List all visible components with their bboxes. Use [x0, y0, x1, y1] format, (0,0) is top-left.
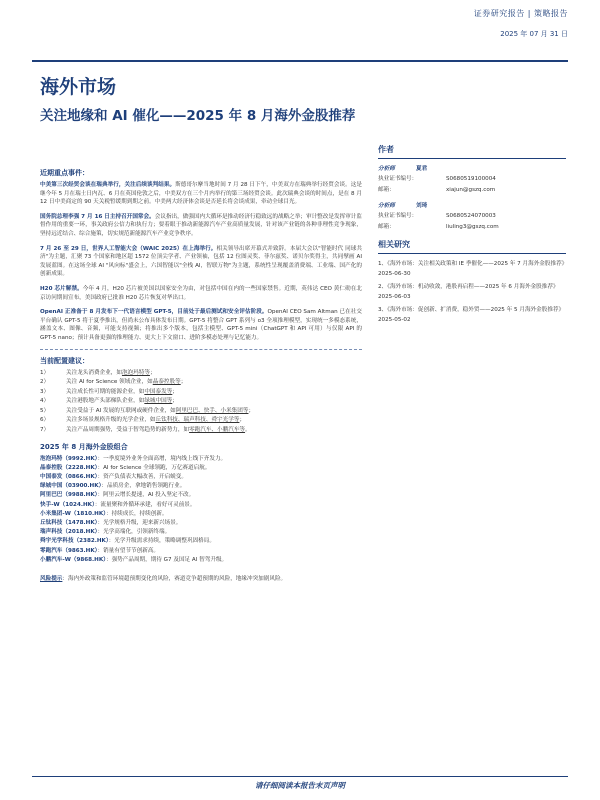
list-item: 小鹏汽车-W（9868.HK）：强势产品周期，期待 G7 及国足 AI 智驾升级。 — [40, 556, 228, 563]
related-report-link[interactable]: 2、《海外市场：机动收敛，港股再启程——2025 年 6 月海外金股推荐》2025-06-03 — [378, 284, 559, 300]
suggestion-list — [40, 369, 362, 436]
stock-pool — [40, 455, 362, 565]
risk-note: 风险提示：海内外政策和监管环境超预期变化的风险，赛道竞争超预期的风险，地缘冲突加剧风险。 — [40, 576, 287, 583]
list-item: 小米集团-W（1810.HK）：持续成长，持续创新。 — [40, 510, 168, 517]
section-divider — [40, 349, 362, 350]
event-paragraph: 7 月 26 至 29 日，世界人工智能大会（WAIC 2025）在上海举行。相关领导出席开幕式并致辞。本届大会以"智能时代 同球共济"为主题，汇聚 73 个国家和地区超 1572 位顶尖学者、产业领袖，包括 12 位图灵奖、菲尔兹奖、诺贝尔奖得主，共同擘画 AI 发展蓝图。在这场全球 AI "风向标"盛会上，六国智能以"全栈 AI，智联万物"为主题，系统性呈现覆盖消费端、工业端、国产化的创新成果。 — [40, 245, 362, 278]
author-card: 分析师 刘琦 执业证书编号： S0680524070003 邮箱： liuling3@gszq.com — [378, 203, 499, 230]
report-date: 2025 年 07 月 31 日 — [500, 30, 568, 38]
pool-title: 2025 年 8 月海外金股组合 — [40, 442, 128, 451]
event-paragraph: OpenAI 正准备于 8 月发布下一代语言模型 GPT-5，目前处于最后测试和安全评估阶段。OpenAI CEO Sam Altman 已在社交平台确认 GPT-5 将于夏季推出，但尚未公布具体发布日期。GPT-5 将整合 GPT 系列与 o3 全项推理模型，实现统一多模态系统，涵盖文本、图像、音频，可能支持视频；将推出多个版本，包括主模型、GPT-5 mini（ChatGPT 和 API 可用）与仅限 API 的 GPT-5 nano；预计具备更强的推理能力、更大上下文窗口、进阶多模态处理与记忆能力。 — [40, 309, 362, 341]
event-paragraph: H20 芯片解禁。今年 4 月，H20 芯片被美国以国家安全为由，对包括中国在内的一些国家禁售。近期，英伟达 CEO 黄仁勋在北京访问期间宣布，美国政府已批准 H20 芯片恢复对华出口。 — [40, 285, 362, 301]
event-paragraph: 中美第三次经贸会谈在瑞典举行，关注后续谈判结果。斯德哥尔摩当地时间 7 月 28 日下午，中美双方在瑞典举行经贸会谈。这是继今年 5 月在瑞士日内瓦、6 月在英国伦敦之后，中美双方在三个月内举行的第三场经贸会谈。此次瑞典会谈的时间点，是在 8 月 12 日中美商定的 90 天关税暂缓期到期之前。中美两大经济体会谈是否延长将会谈成果，牵动全球目光。 — [40, 182, 362, 206]
list-item: 7） 关注产品周期强势，受益于智驾趋势的新势力，如零跑汽车、小鹏汽车等。 — [40, 427, 251, 434]
author-card: 分析师 夏君 执业证书编号： S0680519100004 邮箱： xiajun@gszq.com — [378, 166, 496, 193]
list-item: 丘钛科技（1478.HK）：光学规格升级，迎来新兴场景。 — [40, 520, 182, 527]
list-item: 5） 关注受益于 AI 发展的互联网或硬件企业，如阿里巴巴、快手、小米集团等； — [40, 407, 255, 414]
list-item: 晶泰控股（2228.HK）：AI for Science 全球领跑，万亿赛道启航。 — [40, 464, 211, 471]
events-title: 近期重点事件： — [40, 169, 89, 177]
list-item: 6） 关注多场景规格升级的光学企业，如丘钛科技、瑞声科技、舜宇光学等； — [40, 417, 246, 424]
report-title: 关注地缘和 AI 催化——2025 年 8 月海外金股推荐 — [40, 108, 356, 124]
section-title: 海外市场 — [40, 76, 117, 98]
list-item: 1） 关注龙头消费企业，如泡泡玛特等； — [40, 369, 156, 376]
author-email[interactable]: liuling3@gszq.com — [446, 224, 499, 230]
event-paragraph: 国务院总理李强 7 月 16 日主持召开国常会。会议指出，做强国内大循环是推动经济行稳致远的战略之举；审计整改是发挥审计监督作用的重要一环，事关政府公信力和执行力；要着眼于推动新能源汽车产业高质量发展，针对该产业链的各种非理性竞争现象，坚持远近结合、综合施策，切实规范新能源汽车产业竞争秩序。 — [40, 213, 362, 237]
main-column — [40, 168, 362, 584]
footer-disclaimer: 请仔细阅读本报告末页声明 — [255, 781, 345, 790]
header — [474, 8, 568, 39]
top-divider — [32, 60, 568, 62]
footer-divider — [32, 776, 568, 777]
list-item: 舜宇光学科技（2382.HK）：光学升级需求持续，策略调整巩固格局。 — [40, 538, 215, 545]
related-report-link[interactable]: 3、《海外市场：促创新、扩消费，稳外贸——2025 年 5 月海外金股推荐》2025-05-02 — [378, 307, 565, 323]
list-item: 瑞声科技（2018.HK）：光学高端化，引领新终端。 — [40, 529, 171, 536]
list-item: 阿里巴巴（9988.HK）：阿里云增长提速，AI 投入坚定不改。 — [40, 492, 195, 499]
list-item: 4） 关注港股地产头部梯队企业，如绿城中国等； — [40, 398, 178, 405]
author-heading: 作者 — [378, 144, 566, 159]
author-email[interactable]: xiajun@gszq.com — [446, 187, 496, 193]
list-item: 绿城中国（03900.HK）：品质房企，拿地销售领跑行业。 — [40, 483, 186, 490]
list-item: 中国泰发（0866.HK）：资产负债表大幅改善，开启蜕变。 — [40, 474, 187, 481]
list-item: 快手-W（1024.HK）：流量聚和外循环承建，看好可灵前景。 — [40, 501, 196, 508]
list-item: 3） 关注成长性可期的能源企业，如中国泰发等； — [40, 388, 178, 395]
list-item: 2） 关注 AI for Science 领域企业，如晶泰控股等； — [40, 379, 187, 386]
list-item: 泡泡玛特（9992.HK）：一季度境外业务全面高增，境内线上线下齐发力。 — [40, 455, 227, 462]
suggest-title: 当前配置建议： — [40, 356, 89, 365]
sidebar — [378, 144, 566, 330]
related-heading: 相关研究 — [378, 239, 566, 254]
list-item: 零跑汽车（9863.HK）：销量有望节节创新高。 — [40, 547, 160, 554]
report-type-tag: 证券研究报告 | 策略报告 — [473, 9, 568, 18]
related-report-link[interactable]: 1、《海外市场：关注相关政策和 IE 季催化——2025 年 7 月海外金股推荐》2025-06-30 — [378, 261, 565, 277]
